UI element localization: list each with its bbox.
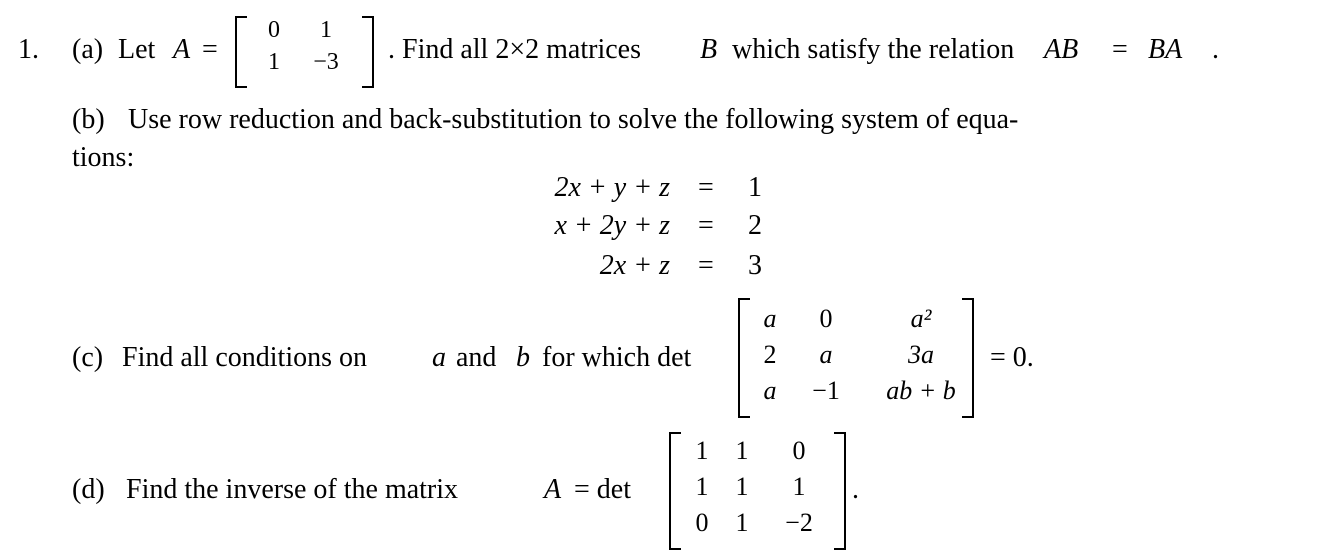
matrix-c-cell: 2 xyxy=(763,340,777,369)
part-d-period: . xyxy=(852,474,859,505)
equation-equals: = xyxy=(698,210,714,241)
matrix-a-right-bracket xyxy=(362,16,374,88)
part-b-line2: tions: xyxy=(72,142,135,173)
part-a-text-tail: which satisfy the relation xyxy=(732,34,1015,65)
equation-rhs: 2 xyxy=(748,210,762,241)
part-a-var-A: A xyxy=(173,34,191,65)
matrix-a xyxy=(252,18,356,82)
equation-lhs: x + 2y + z xyxy=(554,210,670,241)
part-a-equals: = xyxy=(202,34,218,65)
equation-equals: = xyxy=(698,250,714,281)
part-a-text: . Find all 2×2 matrices xyxy=(388,34,641,65)
equation-lhs: 2x + y + z xyxy=(554,172,670,203)
equation-rhs: 1 xyxy=(748,172,762,203)
part-a-label: (a) xyxy=(72,34,104,65)
matrix-a-left-bracket xyxy=(235,16,247,88)
part-c-and: and xyxy=(456,342,497,373)
matrix-c-cell: −1 xyxy=(812,376,840,405)
part-a-var-B: B xyxy=(700,34,718,65)
matrix-d-cell: 0 xyxy=(792,436,806,465)
matrix-a-cell: 0 xyxy=(268,17,280,43)
matrix-c-cell: 0 xyxy=(819,304,833,333)
equation-equals: = xyxy=(698,172,714,203)
matrix-d-cell: 1 xyxy=(695,472,709,501)
matrix-a-cell: 1 xyxy=(268,49,280,75)
part-d-text: Find the inverse of the matrix xyxy=(126,474,459,505)
part-c-var-a: a xyxy=(432,342,446,373)
matrix-c-left-bracket xyxy=(738,298,750,418)
matrix-c-cell: a xyxy=(763,376,777,405)
part-b-label: (b) xyxy=(72,104,105,135)
part-c-text: Find all conditions on xyxy=(122,342,367,373)
equation-lhs: 2x + z xyxy=(599,250,670,281)
matrix-c-right-bracket xyxy=(962,298,974,418)
part-c-label: (c) xyxy=(72,342,104,373)
equation-rhs: 3 xyxy=(748,250,762,281)
matrix-d-right-bracket xyxy=(834,432,846,550)
matrix-d-cell: −2 xyxy=(785,508,813,537)
part-d-var-A: A xyxy=(544,474,562,505)
part-c-tail: = 0. xyxy=(990,342,1034,373)
matrix-d-cell: 1 xyxy=(792,472,806,501)
part-c-text2: for which det xyxy=(542,342,692,373)
matrix-a-cell: 1 xyxy=(320,17,332,43)
relation-lhs: AB xyxy=(1044,34,1079,65)
part-d-label: (d) xyxy=(72,474,105,505)
part-c-var-b: b xyxy=(516,342,530,373)
part-a-let: Let xyxy=(118,34,156,65)
problem-number: 1. xyxy=(18,34,39,65)
matrix-d-cell: 1 xyxy=(695,436,709,465)
matrix-d-cell: 1 xyxy=(735,436,749,465)
matrix-c-cell: 3a xyxy=(908,340,934,369)
matrix-c xyxy=(750,306,980,414)
matrix-a-cell: −3 xyxy=(313,49,339,75)
matrix-c-cell: a xyxy=(819,340,833,369)
matrix-c-cell: a² xyxy=(910,304,932,333)
part-a-period: . xyxy=(1212,34,1219,65)
part-d-equals: = det xyxy=(574,474,631,505)
relation-rhs: BA xyxy=(1148,34,1183,65)
matrix-c-cell: a xyxy=(763,304,777,333)
matrix-d-cell: 1 xyxy=(735,472,749,501)
matrix-d-cell: 1 xyxy=(735,508,749,537)
part-b-line1: Use row reduction and back-substitution to solve the following system of equa- xyxy=(128,104,1019,135)
matrix-d-left-bracket xyxy=(669,432,681,550)
matrix-d-cell: 0 xyxy=(695,508,709,537)
matrix-d xyxy=(684,438,834,546)
relation-equals: = xyxy=(1112,34,1128,65)
matrix-c-cell: ab + b xyxy=(886,376,956,405)
